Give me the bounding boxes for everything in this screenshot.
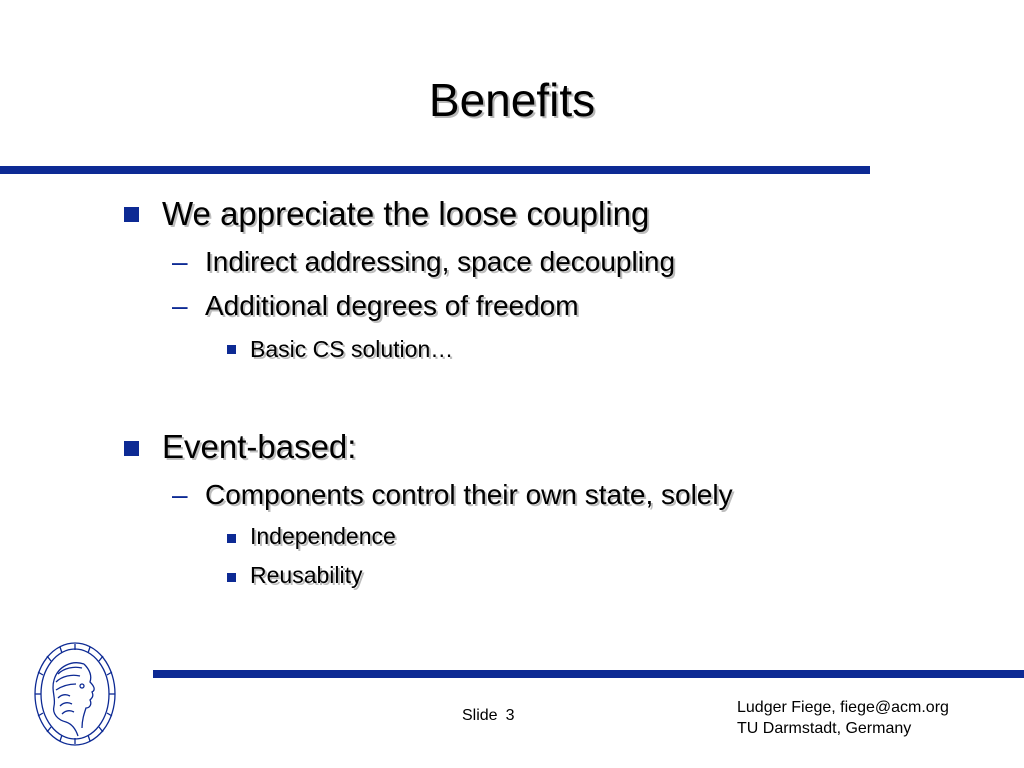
bullet-item: Components control their own state, solely [205, 479, 733, 510]
dash-marker: – [172, 246, 188, 277]
slide-label: Slide [462, 707, 498, 724]
bullet-item: Indirect addressing, space decoupling [205, 246, 676, 277]
author-line: Ludger Fiege, fiege@acm.org [737, 699, 949, 716]
level3-bullet-icon [227, 534, 236, 543]
level3-bullet-icon [227, 345, 236, 354]
author-info [737, 697, 949, 739]
dash-marker: – [172, 479, 188, 510]
slide-number [462, 706, 514, 726]
bullet-item: Reusability [250, 562, 363, 588]
bullet-item: We appreciate the loose coupling [162, 195, 650, 232]
bullet-item: Event-based: [162, 428, 357, 465]
slide-title: Benefits [428, 74, 596, 126]
slide-number-value: 3 [505, 707, 515, 724]
level3-bullet-icon [227, 573, 236, 582]
bullet-item: Additional degrees of freedom [205, 290, 579, 321]
dash-marker: – [172, 290, 188, 321]
level1-bullet-icon [124, 441, 139, 456]
affiliation-line: TU Darmstadt, Germany [737, 720, 912, 737]
bullet-item: Independence [250, 523, 396, 549]
bullet-item: Basic CS solution… [250, 336, 454, 362]
footer-divider [153, 670, 1024, 678]
athena-head-logo-icon [32, 640, 118, 748]
level1-bullet-icon [124, 207, 139, 222]
